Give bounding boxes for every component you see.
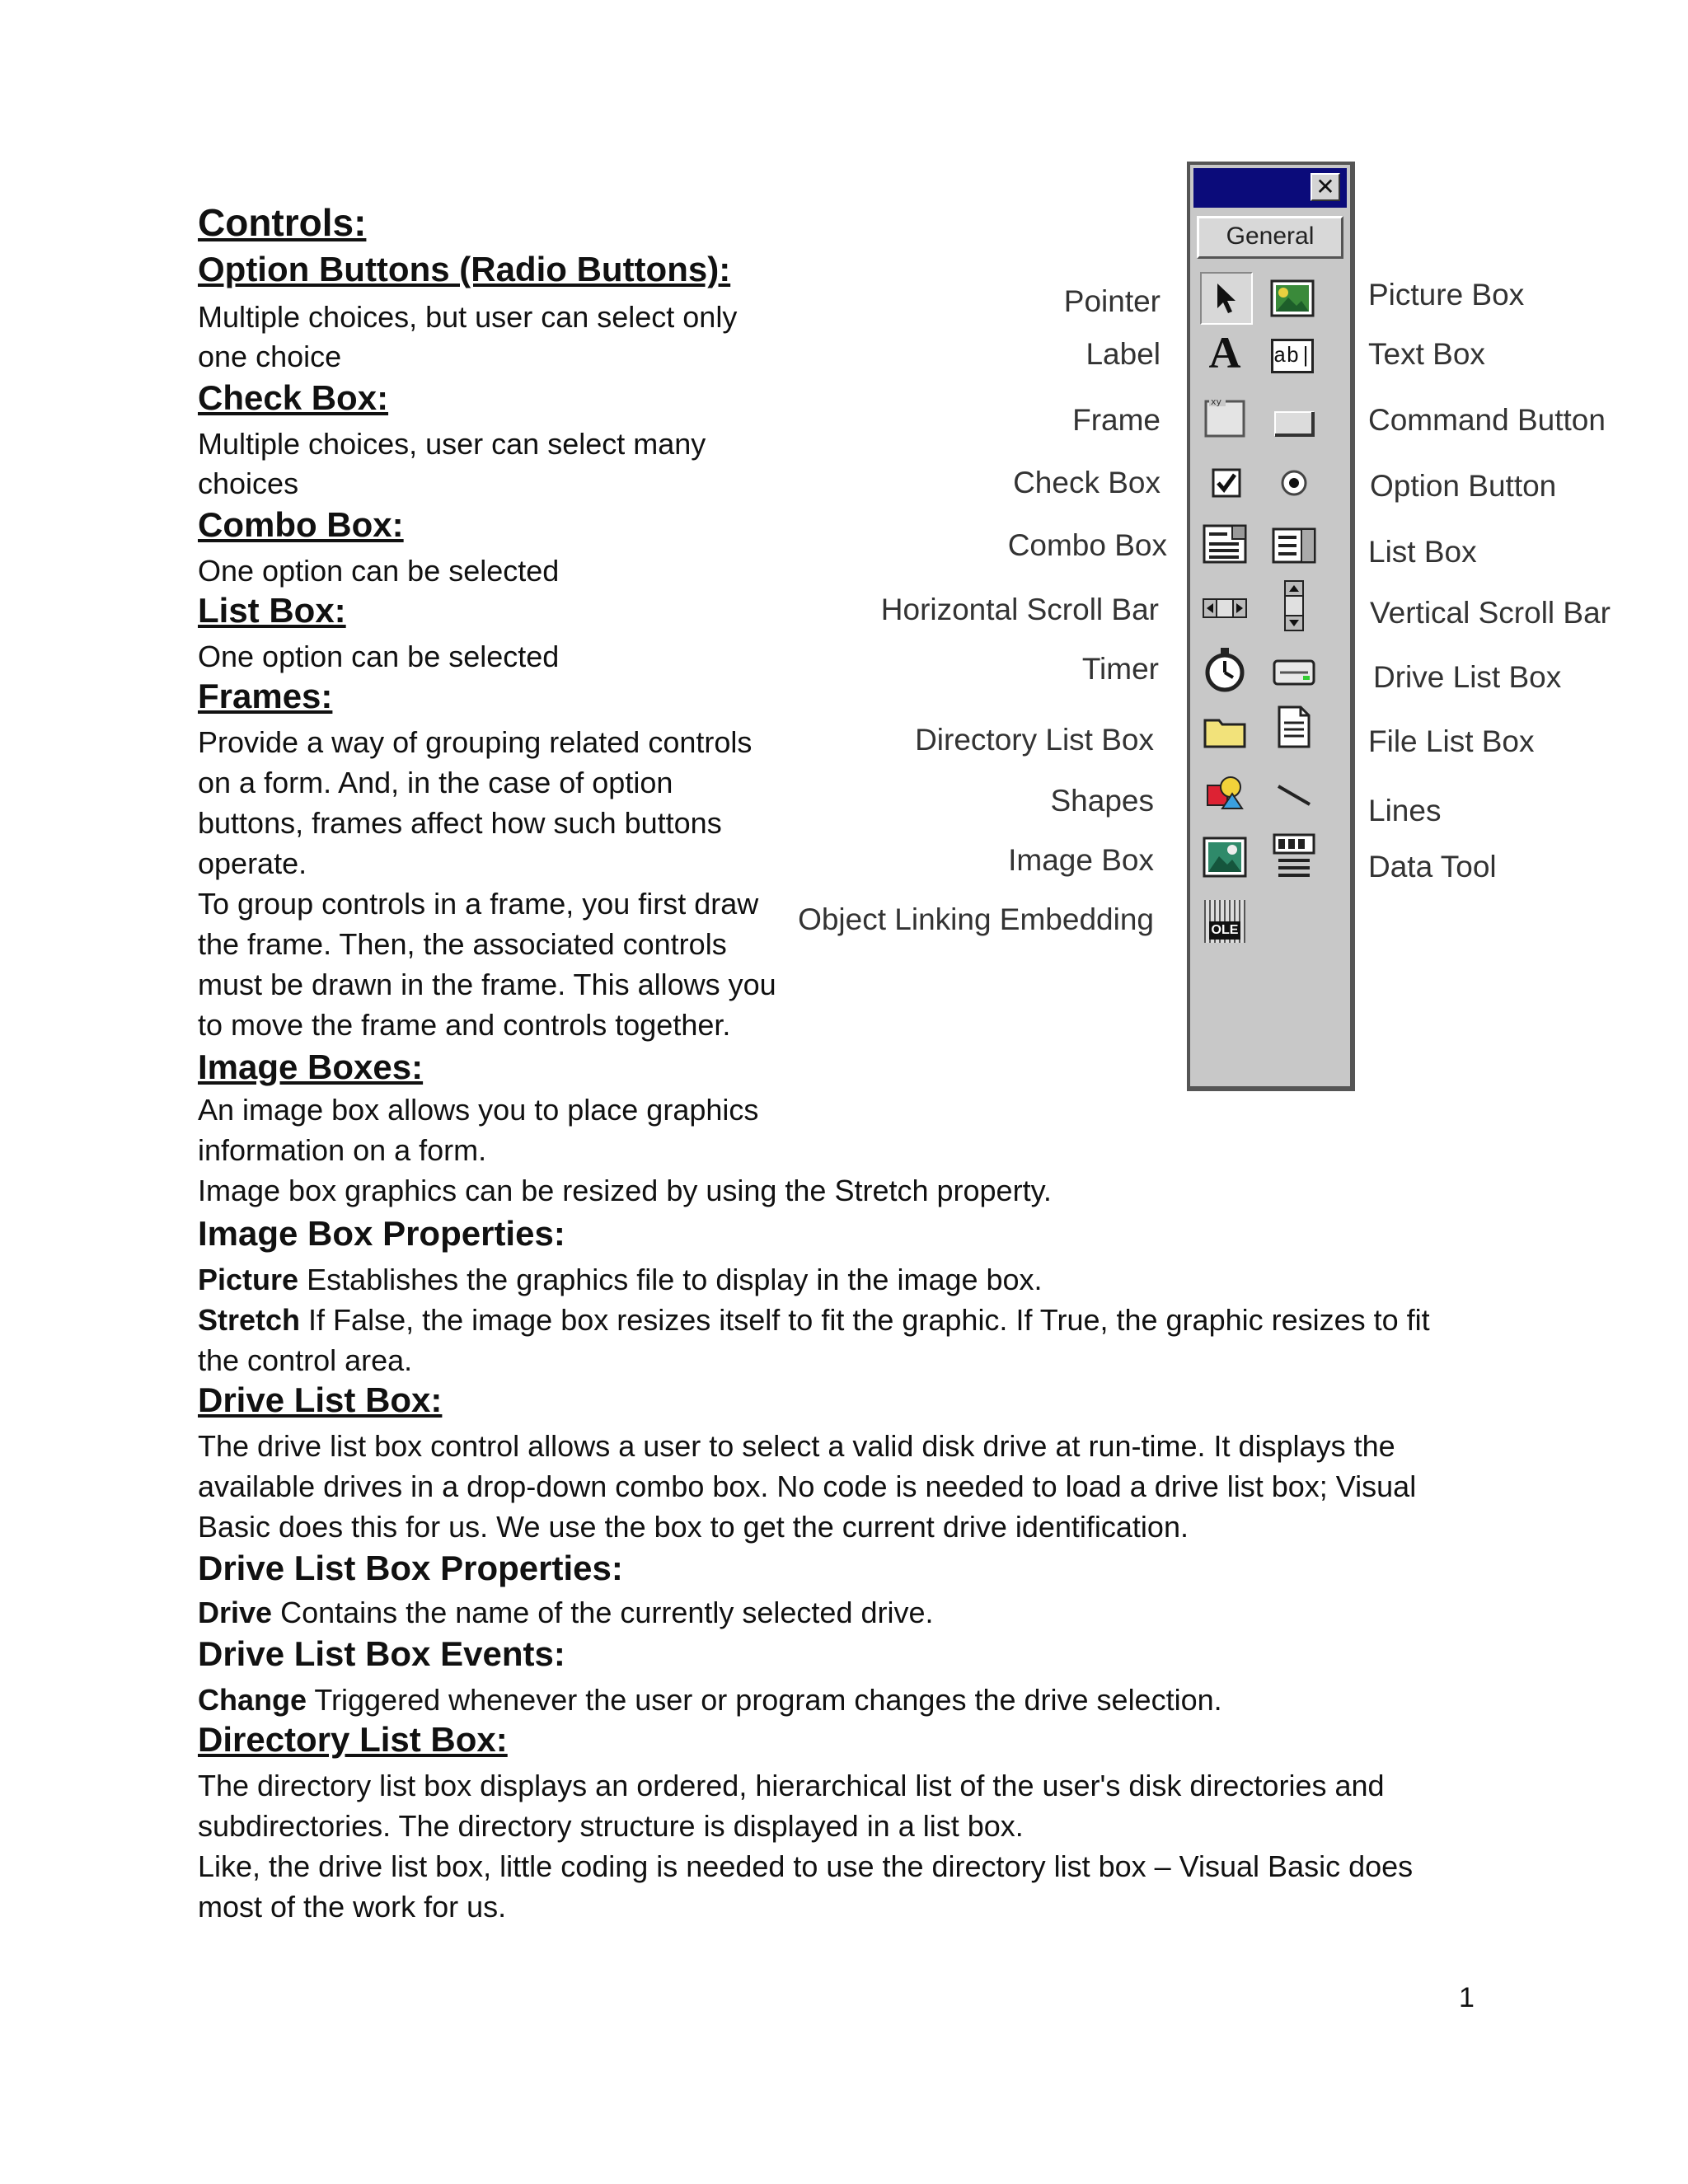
desc-stretch: If False, the image box resizes itself to fit the graphic. If True, the graphic resizes to fit bbox=[308, 1303, 1430, 1337]
text-box-icon-glyph: ab| bbox=[1271, 339, 1314, 373]
combo-text-line-1: One option can be selected bbox=[198, 554, 560, 588]
term-change: Change bbox=[198, 1683, 307, 1717]
frame-icon-text: xy bbox=[1211, 396, 1222, 407]
desc-change: Triggered whenever the user or program changes the drive selection. bbox=[314, 1683, 1222, 1717]
picture-box-icon[interactable] bbox=[1269, 275, 1315, 321]
list-box-icon[interactable] bbox=[1271, 523, 1317, 569]
general-tab[interactable]: General bbox=[1197, 216, 1343, 259]
label-object-linking-embedding: Object Linking Embedding bbox=[798, 902, 1154, 936]
term-picture: Picture bbox=[198, 1263, 299, 1296]
heading-list-box: List Box: bbox=[198, 591, 346, 630]
frames-text-line-2: on a form. And, in the case of option bbox=[198, 766, 673, 799]
check-text-line-2: choices bbox=[198, 466, 299, 500]
heading-directory-list-box: Directory List Box: bbox=[198, 1720, 508, 1759]
image-box-icon[interactable] bbox=[1202, 834, 1248, 880]
command-button-icon[interactable] bbox=[1271, 401, 1317, 447]
label-file-list-box: File List Box bbox=[1368, 724, 1535, 758]
option-text-line-1: Multiple choices, but user can select only bbox=[198, 300, 738, 334]
property-stretch bbox=[198, 1300, 1430, 1340]
drive-text-line-1: The drive list box control allows a user to select a valid disk drive at run-time. It displays the bbox=[198, 1429, 1395, 1463]
heading-controls: Controls: bbox=[198, 201, 367, 244]
label-pointer: Pointer bbox=[1063, 284, 1160, 318]
label-vertical-scroll-bar: Vertical Scroll Bar bbox=[1370, 596, 1611, 630]
heading-frames: Frames: bbox=[198, 677, 333, 715]
label-data-tool: Data Tool bbox=[1368, 850, 1497, 883]
frames-text-line-4: operate. bbox=[198, 846, 307, 880]
drive-text-line-3: Basic does this for us. We use the box to get the current drive identification. bbox=[198, 1510, 1189, 1544]
desc-picture: Establishes the graphics file to display in the image box. bbox=[307, 1263, 1043, 1296]
heading-drive-list-box-properties: Drive List Box Properties: bbox=[198, 1549, 623, 1587]
frames-text-line-6: the frame. Then, the associated controls bbox=[198, 927, 727, 961]
property-picture bbox=[198, 1259, 1043, 1300]
label-directory-list-box: Directory List Box bbox=[915, 723, 1154, 757]
label-text-box: Text Box bbox=[1368, 337, 1485, 371]
drive-list-box-icon[interactable] bbox=[1271, 649, 1317, 696]
image-text-line-1: An image box allows you to place graphics bbox=[198, 1093, 759, 1127]
heading-drive-list-box: Drive List Box: bbox=[198, 1380, 443, 1419]
heading-drive-list-box-events: Drive List Box Events: bbox=[198, 1634, 565, 1673]
label-timer: Timer bbox=[1081, 652, 1159, 686]
text-box-icon[interactable] bbox=[1269, 333, 1315, 379]
property-drive bbox=[198, 1592, 934, 1633]
data-tool-icon[interactable] bbox=[1271, 831, 1317, 882]
desc-drive: Contains the name of the currently selected drive. bbox=[280, 1596, 934, 1629]
image-text-line-2: information on a form. bbox=[198, 1133, 487, 1167]
label-list-box: List Box bbox=[1368, 535, 1477, 569]
dir-text-line-3: Like, the drive list box, little coding is needed to use the directory list box – Visual Basic does bbox=[198, 1849, 1414, 1883]
frames-text-line-5: To group controls in a frame, you first draw bbox=[198, 887, 759, 921]
label-icon-glyph: A bbox=[1208, 328, 1241, 377]
heading-combo-box: Combo Box: bbox=[198, 505, 404, 544]
label-frame: Frame bbox=[1072, 403, 1160, 437]
heading-image-box-properties: Image Box Properties: bbox=[198, 1214, 565, 1253]
frames-text-line-1: Provide a way of grouping related controls bbox=[198, 725, 753, 759]
dir-text-line-1: The directory list box displays an ordered, hierarchical list of the user's disk directories and bbox=[198, 1769, 1385, 1802]
term-drive: Drive bbox=[198, 1596, 273, 1629]
toolbox-window bbox=[1187, 162, 1355, 1091]
page-number: 1 bbox=[1459, 1982, 1475, 2013]
frames-text-line-8: to move the frame and controls together. bbox=[198, 1008, 731, 1042]
label-icon[interactable] bbox=[1202, 330, 1248, 376]
toolbox-title-bar bbox=[1193, 168, 1347, 208]
heading-image-boxes: Image Boxes: bbox=[198, 1047, 424, 1086]
ole-icon-pattern bbox=[1204, 900, 1245, 943]
frame-icon[interactable] bbox=[1202, 394, 1248, 440]
label-command-button: Command Button bbox=[1368, 403, 1606, 437]
ole-icon-glyph: OLE bbox=[1209, 921, 1240, 940]
dir-text-line-4: most of the work for us. bbox=[198, 1890, 507, 1924]
check-box-icon[interactable] bbox=[1203, 460, 1250, 506]
option-button-icon[interactable] bbox=[1271, 460, 1317, 506]
image-text-line-3: Image box graphics can be resized by using the Stretch property. bbox=[198, 1174, 1052, 1207]
combo-box-icon[interactable] bbox=[1202, 521, 1248, 567]
pointer-icon[interactable] bbox=[1200, 272, 1253, 325]
horizontal-scroll-bar-icon[interactable] bbox=[1202, 585, 1248, 631]
timer-icon[interactable] bbox=[1202, 646, 1248, 692]
label-shapes: Shapes bbox=[1050, 784, 1154, 818]
directory-list-box-icon[interactable] bbox=[1202, 709, 1248, 755]
label-horizontal-scroll-bar: Horizontal Scroll Bar bbox=[880, 593, 1159, 626]
label-check-box: Check Box bbox=[1013, 466, 1160, 499]
label-lines: Lines bbox=[1368, 794, 1442, 827]
label-picture-box: Picture Box bbox=[1368, 278, 1525, 312]
vertical-scroll-bar-icon[interactable] bbox=[1276, 577, 1312, 635]
label-label: Label bbox=[1085, 337, 1160, 371]
shapes-icon[interactable] bbox=[1202, 770, 1248, 816]
check-text-line-1: Multiple choices, user can select many bbox=[198, 427, 706, 461]
stretch-text-line-2: the control area. bbox=[198, 1343, 413, 1377]
ole-icon[interactable] bbox=[1202, 898, 1248, 944]
drive-text-line-2: available drives in a drop-down combo box. No code is needed to load a drive list box; Visual bbox=[198, 1469, 1417, 1503]
option-text-line-2: one choice bbox=[198, 340, 342, 373]
label-drive-list-box: Drive List Box bbox=[1373, 660, 1562, 694]
label-option-button: Option Button bbox=[1370, 469, 1557, 503]
file-list-box-icon[interactable] bbox=[1271, 704, 1317, 750]
label-combo-box: Combo Box bbox=[1007, 528, 1167, 562]
heading-check-box: Check Box: bbox=[198, 378, 389, 417]
frames-text-line-3: buttons, frames affect how such buttons bbox=[198, 806, 722, 840]
dir-text-line-2: subdirectories. The directory structure is displayed in a list box. bbox=[198, 1809, 1024, 1843]
term-stretch: Stretch bbox=[198, 1303, 301, 1337]
list-text-line-1: One option can be selected bbox=[198, 640, 560, 673]
event-change bbox=[198, 1680, 1222, 1720]
label-image-box: Image Box bbox=[1008, 843, 1154, 877]
heading-option-buttons: Option Buttons (Radio Buttons): bbox=[198, 250, 731, 288]
lines-icon[interactable] bbox=[1271, 771, 1317, 818]
frames-text-line-7: must be drawn in the frame. This allows you bbox=[198, 968, 776, 1001]
close-button[interactable]: ✕ bbox=[1311, 173, 1340, 201]
